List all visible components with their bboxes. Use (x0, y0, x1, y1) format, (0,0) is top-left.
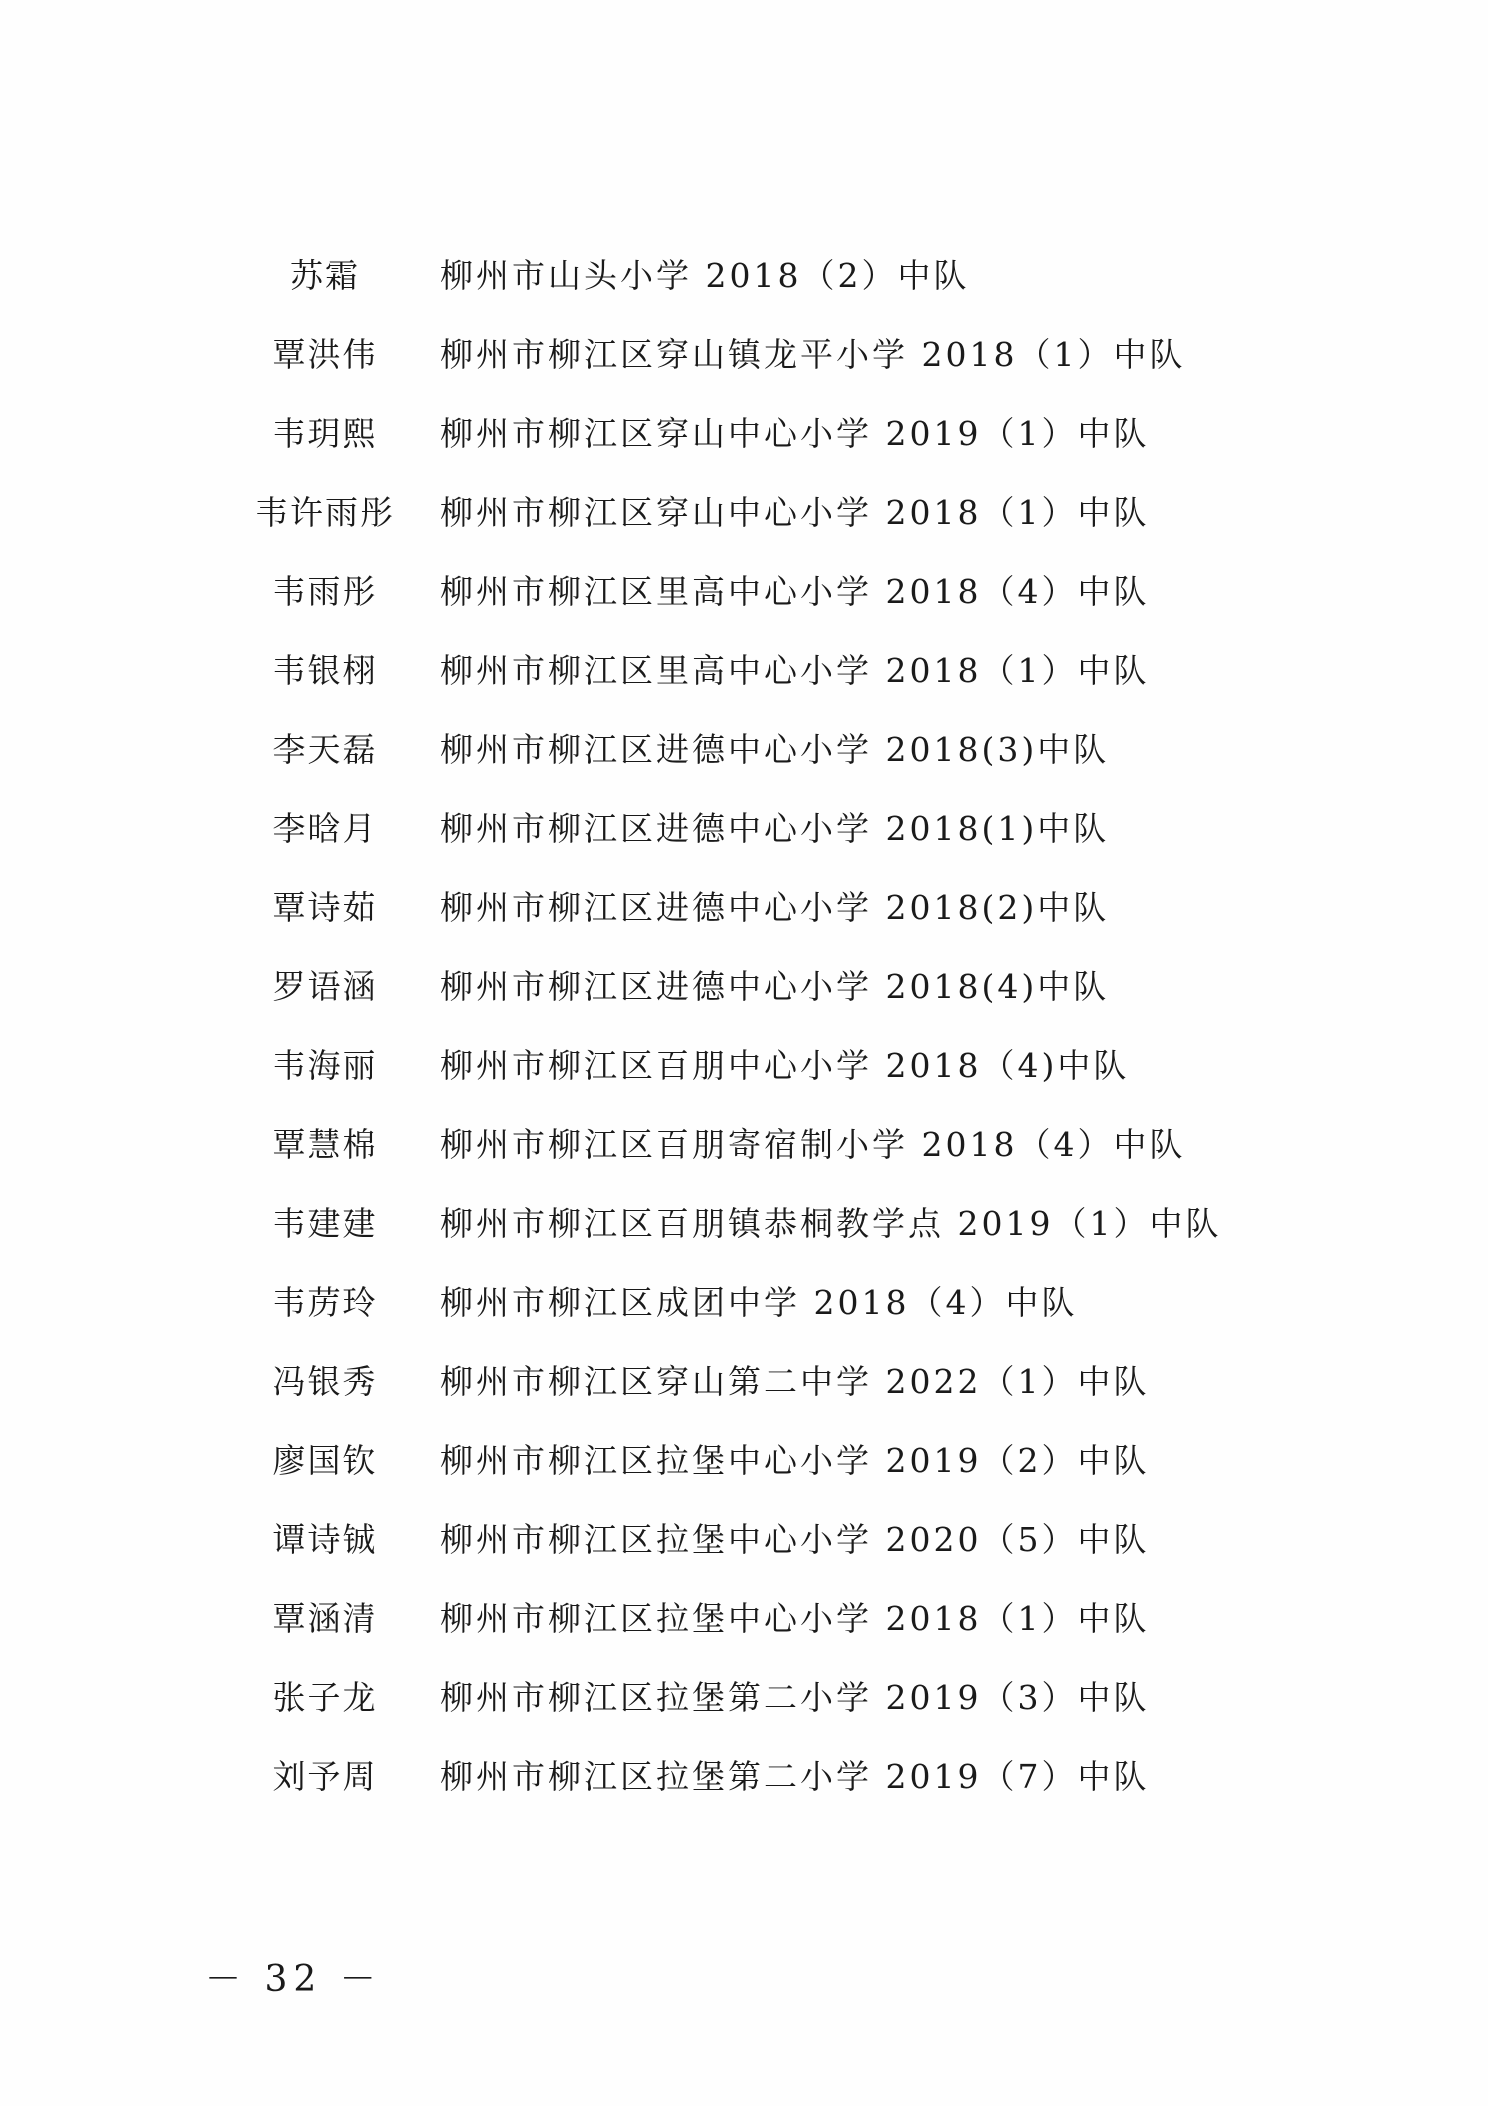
honoree-unit: 柳州市柳江区进德中心小学 2018(2)中队 (440, 888, 1110, 927)
list-item (0, 414, 1488, 493)
honoree-name: 韦玥熙 (272, 414, 378, 453)
honoree-unit: 柳州市柳江区百朋寄宿制小学 2018（4）中队 (440, 1125, 1186, 1164)
honoree-unit: 柳州市柳江区百朋镇恭桐教学点 2019（1）中队 (440, 1204, 1222, 1243)
honoree-unit: 柳州市柳江区穿山镇龙平小学 2018（1）中队 (440, 335, 1186, 374)
honoree-unit: 柳州市柳江区拉堡第二小学 2019（3）中队 (440, 1678, 1150, 1717)
list-item (0, 730, 1488, 809)
list-item (0, 1204, 1488, 1283)
list-item (0, 1046, 1488, 1125)
list-item (0, 1678, 1488, 1757)
honoree-unit: 柳州市柳江区里高中心小学 2018（4）中队 (440, 572, 1150, 611)
honoree-name: 李晗月 (272, 809, 378, 848)
honoree-unit: 柳州市柳江区穿山中心小学 2018（1）中队 (440, 493, 1150, 532)
honoree-name: 韦雨彤 (272, 572, 378, 611)
honoree-name: 谭诗铖 (272, 1520, 378, 1559)
honoree-unit: 柳州市柳江区拉堡中心小学 2019（2）中队 (440, 1441, 1150, 1480)
honoree-name: 李天磊 (272, 730, 378, 769)
honoree-unit: 柳州市柳江区百朋中心小学 2018（4)中队 (440, 1046, 1130, 1085)
honoree-unit: 柳州市山头小学 2018（2）中队 (440, 256, 970, 295)
honoree-unit: 柳州市柳江区进德中心小学 2018(1)中队 (440, 809, 1110, 848)
honoree-name: 覃涵清 (272, 1599, 378, 1638)
honoree-name: 苏霜 (290, 256, 360, 295)
honoree-unit: 柳州市柳江区穿山第二中学 2022（1）中队 (440, 1362, 1150, 1401)
honoree-unit: 柳州市柳江区进德中心小学 2018(3)中队 (440, 730, 1110, 769)
honoree-name: 刘予周 (272, 1757, 378, 1796)
honoree-unit: 柳州市柳江区进德中心小学 2018(4)中队 (440, 967, 1110, 1006)
honoree-name: 罗语涵 (272, 967, 378, 1006)
list-item (0, 651, 1488, 730)
honoree-name: 覃洪伟 (272, 335, 378, 374)
honoree-name: 韦银栩 (272, 651, 378, 690)
honoree-name: 冯银秀 (272, 1362, 378, 1401)
list-item (0, 1362, 1488, 1441)
list-item (0, 1125, 1488, 1204)
list-item (0, 1283, 1488, 1362)
list-item (0, 967, 1488, 1046)
list-item (0, 1441, 1488, 1520)
honoree-name: 覃诗茹 (272, 888, 378, 927)
page-number: － 32 － (205, 1959, 382, 2000)
honoree-unit: 柳州市柳江区拉堡中心小学 2020（5）中队 (440, 1520, 1150, 1559)
honoree-unit: 柳州市柳江区拉堡中心小学 2018（1）中队 (440, 1599, 1150, 1638)
list-item (0, 1757, 1488, 1836)
honoree-name: 覃慧棉 (272, 1125, 378, 1164)
honoree-name: 韦苈玲 (272, 1283, 378, 1322)
honoree-name: 韦海丽 (272, 1046, 378, 1085)
list-item (0, 809, 1488, 888)
honoree-name: 张子龙 (272, 1678, 378, 1717)
list-item (0, 493, 1488, 572)
honoree-name: 韦建建 (272, 1204, 378, 1243)
honoree-unit: 柳州市柳江区拉堡第二小学 2019（7）中队 (440, 1757, 1150, 1796)
honoree-name: 廖国钦 (272, 1441, 378, 1480)
list-item (0, 1520, 1488, 1599)
list-item (0, 1599, 1488, 1678)
honoree-unit: 柳州市柳江区成团中学 2018（4）中队 (440, 1283, 1078, 1322)
list-item (0, 256, 1488, 335)
honoree-unit: 柳州市柳江区里高中心小学 2018（1）中队 (440, 651, 1150, 690)
list-item (0, 335, 1488, 414)
list-item (0, 572, 1488, 651)
honoree-list (0, 256, 1488, 1836)
honoree-unit: 柳州市柳江区穿山中心小学 2019（1）中队 (440, 414, 1150, 453)
honoree-name: 韦许雨彤 (255, 493, 395, 532)
list-item (0, 888, 1488, 967)
